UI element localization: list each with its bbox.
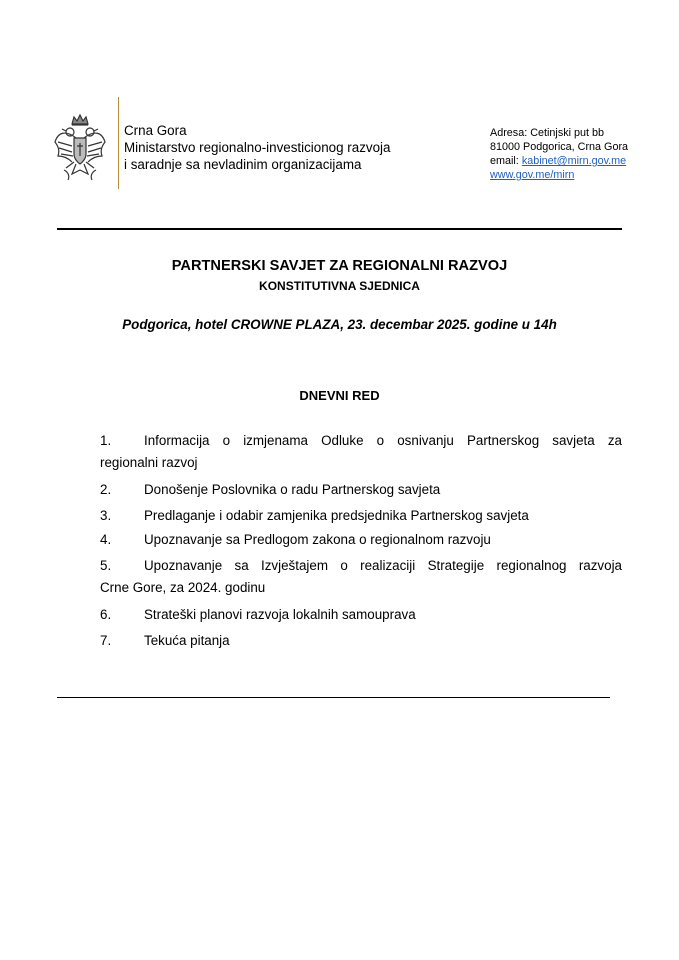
agenda-item-number: 4.	[100, 532, 112, 547]
document-subtitle: KONSTITUTIVNA SJEDNICA	[259, 279, 420, 293]
email-line	[490, 154, 628, 168]
agenda-item-text: Upoznavanje sa Predlogom zakona o regionalnom razvoju	[144, 532, 491, 547]
email-link[interactable]: kabinet@mirn.gov.me	[521, 155, 627, 167]
agenda-item-number: 7.	[100, 633, 112, 648]
header-divider	[118, 97, 119, 189]
agenda-item-number: 6.	[100, 607, 112, 622]
agenda-heading: DNEVNI RED	[299, 388, 380, 403]
agenda-item-number: 5.	[100, 558, 112, 573]
contact-block	[490, 126, 628, 182]
agenda-item-text: Strateški planovi razvoja lokalnih samouprava	[144, 607, 416, 622]
organization-block	[124, 122, 390, 173]
footer-rule	[57, 697, 610, 698]
address-line: Adresa: Cetinjski put bb	[490, 127, 605, 139]
document-title: PARTNERSKI SAVJET ZA REGIONALNI RAZVOJ	[171, 258, 508, 274]
meeting-info: Podgorica, hotel CROWNE PLAZA, 23. decembar 2025. godine u 14h	[122, 317, 557, 332]
agenda-item-text: Predlaganje i odabir zamjenika predsjednika Partnerskog savjeta	[144, 508, 529, 523]
email-label: email:	[490, 155, 522, 167]
ministry-name-line-1: Ministarstvo regionalno-investicionog razvoja	[124, 140, 391, 155]
agenda-item-text: Donošenje Poslovnika o radu Partnerskog savjeta	[144, 482, 441, 497]
agenda-item-text-continued: regionalni razvoj	[100, 455, 198, 470]
agenda-item-number: 2.	[100, 482, 112, 497]
header-rule	[57, 228, 622, 230]
country-name: Crna Gora	[124, 123, 187, 138]
agenda-item-text-continued: Crne Gore, za 2024. godinu	[100, 580, 266, 595]
agenda-item-number: 3.	[100, 508, 112, 523]
coat-of-arms-icon	[52, 112, 108, 184]
agenda-item-text: Tekuća pitanja	[144, 633, 230, 648]
agenda-item-text: Upoznavanje sa Izvještajem o realizaciji Strategije regionalnog razvoja	[144, 558, 622, 573]
website-link[interactable]: www.gov.me/mirn	[490, 169, 575, 181]
agenda-item-number: 1.	[100, 433, 112, 448]
agenda-item-text: Informacija o izmjenama Odluke o osnivanju Partnerskog savjeta za	[144, 433, 622, 448]
ministry-name-line-2: i saradnje sa nevladinim organizacijama	[124, 157, 362, 172]
city-line: 81000 Podgorica, Crna Gora	[490, 141, 629, 153]
